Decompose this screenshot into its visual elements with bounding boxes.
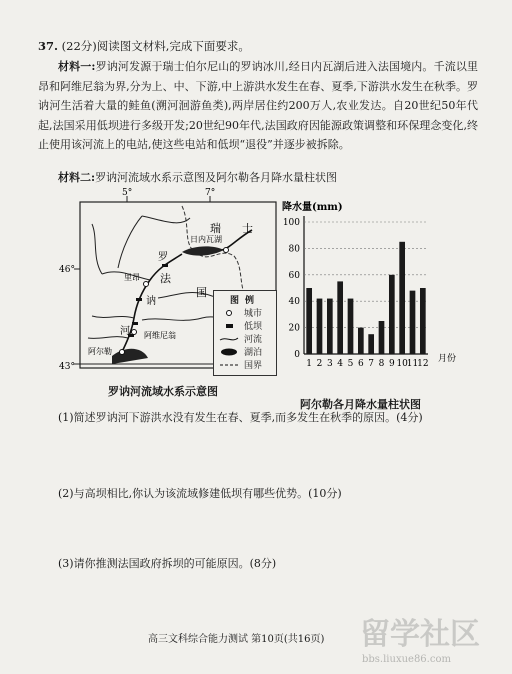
chart-bar-10 — [399, 242, 405, 354]
city-avignon — [132, 330, 137, 335]
chart-ytick-label: 100 — [282, 218, 300, 228]
chart-bar-4 — [337, 281, 343, 354]
label-switzerland-1: 瑞 — [210, 222, 221, 235]
city-arles — [120, 350, 125, 355]
river-tributary-ne — [142, 216, 190, 223]
chart-xtick-label: 3 — [326, 359, 333, 369]
watermark-sub: bbs.liuxue86.com — [362, 654, 451, 665]
chart-xtick-label: 7 — [368, 359, 375, 369]
material-one-label: 材料一: — [58, 60, 96, 73]
river-saone-2 — [92, 224, 102, 274]
chart-bar-1 — [306, 288, 312, 354]
label-rhone-1: 罗 — [158, 252, 168, 263]
chart-ytick-label: 0 — [294, 350, 300, 360]
label-switzerland-2: 士 — [242, 222, 253, 235]
label-geneva: 日内瓦湖 — [190, 235, 222, 244]
chart-xtick-label: 4 — [337, 359, 344, 369]
lon-label-7: 7° — [205, 188, 216, 198]
city-geneva — [224, 248, 229, 253]
legend-item-dam: 低坝 — [214, 319, 276, 332]
chart-ytick-label: 40 — [288, 297, 300, 308]
legend-item-lake: 湖泊 — [214, 345, 276, 358]
precipitation-chart — [278, 196, 464, 384]
chart-xtick-label: 1 — [306, 359, 313, 369]
legend-item-city: 城市 — [214, 306, 276, 319]
rhone-delta — [112, 349, 148, 364]
label-rhone-3: 河 — [120, 326, 130, 337]
chart-bar-9 — [389, 275, 395, 354]
river-doubs — [118, 216, 142, 268]
chart-xtick-label: 8 — [378, 359, 385, 369]
question-number: 37. — [38, 39, 59, 53]
chart-ytick-label: 80 — [288, 244, 300, 255]
map-caption: 罗讷河流域水系示意图 — [108, 385, 218, 398]
chart-bar-8 — [379, 321, 385, 354]
legend-item-river: 河流 — [214, 332, 276, 345]
label-rhone-2: 讷 — [146, 296, 156, 307]
legend-title: 图例 — [229, 296, 260, 306]
chart-bar-6 — [358, 328, 364, 354]
watermark — [356, 610, 508, 666]
chart-bar-5 — [348, 299, 354, 354]
river-ardeche — [92, 316, 134, 318]
chart-ylabel: 降水量(mm) — [282, 202, 343, 213]
material-two-text: 罗讷河流域水系示意图及阿尔勒各月降水量柱状图 — [95, 171, 338, 184]
page-footer: 高三文科综合能力测试 第10页(共16页) — [148, 634, 325, 645]
chart-caption: 阿尔勒各月降水量柱状图 — [300, 398, 421, 411]
chart-ytick-label: 20 — [288, 323, 300, 334]
label-france-1: 法 — [160, 272, 171, 285]
chart-xtick-label: 2 — [316, 359, 323, 369]
chart-bar-2 — [317, 299, 323, 354]
lat-label-43: 43° — [59, 362, 75, 372]
chart-ytick-label: 60 — [288, 270, 300, 281]
lon-label-5: 5° — [122, 188, 133, 198]
low-dam-2 — [132, 322, 138, 325]
chart-xtick-label: 12 — [417, 359, 429, 369]
label-france-2: 国 — [196, 286, 207, 299]
chart-xtick-label: 6 — [357, 359, 364, 369]
question-1: (1)简述罗讷河下游洪水没有发生在春、夏季,而多发生在秋季的原因。(4分) — [58, 411, 423, 424]
question-3: (3)请你推测法国政府拆坝的可能原因。(8分) — [58, 557, 277, 570]
question-header — [38, 38, 478, 54]
lat-label-46: 46° — [59, 265, 75, 275]
chart-bar-7 — [368, 334, 374, 354]
label-lyon: 里昂 — [124, 273, 140, 282]
chart-bar-11 — [410, 291, 416, 354]
chart-xtick-label: 10 — [396, 359, 408, 369]
label-avignon: 阿维尼翁 — [144, 331, 176, 340]
low-dam-1 — [136, 298, 142, 301]
material-two — [58, 170, 337, 186]
chart-bar-12 — [420, 288, 426, 354]
chart-xlabel: 月份 — [438, 354, 457, 364]
city-lyon — [144, 282, 149, 287]
chart-xtick-label: 11 — [406, 359, 419, 369]
low-dam-4 — [162, 264, 168, 267]
material-two-label: 材料二: — [58, 171, 96, 184]
chart-xtick-label: 5 — [347, 359, 354, 369]
chart-xtick-label: 9 — [388, 359, 395, 369]
question-2: (2)与高坝相比,你认为该流域修建低坝有哪些优势。(10分) — [58, 487, 342, 500]
question-instruction: (22分)阅读图文材料,完成下面要求。 — [61, 39, 250, 53]
material-one — [38, 57, 478, 155]
material-one-text: 罗讷河发源于瑞士伯尔尼山的罗讷冰川,经日内瓦湖后进入法国境内。千流以里昂和阿维尼翁为界,分为上、中、下游,中上游洪水发生在春、夏季,下游洪水发生在秋季。罗讷河生活着大量的鲑鱼(溯河洄游鱼类),两岸居住约200万人,农业发达。自20世纪50年代起,法国采用低坝进行多级开发;20世纪90年代,法国政府因能源政策调整和环保理念变化,终止使用该河流上的电站,使这些电站和低坝“退役”并逐步被拆除。 — [38, 60, 479, 151]
label-arles: 阿尔勒 — [88, 347, 112, 356]
watermark-main: 留学社区 — [360, 617, 480, 652]
map-legend — [213, 290, 277, 376]
legend-item-border: 国界 — [244, 361, 263, 371]
chart-bar-3 — [327, 299, 333, 354]
